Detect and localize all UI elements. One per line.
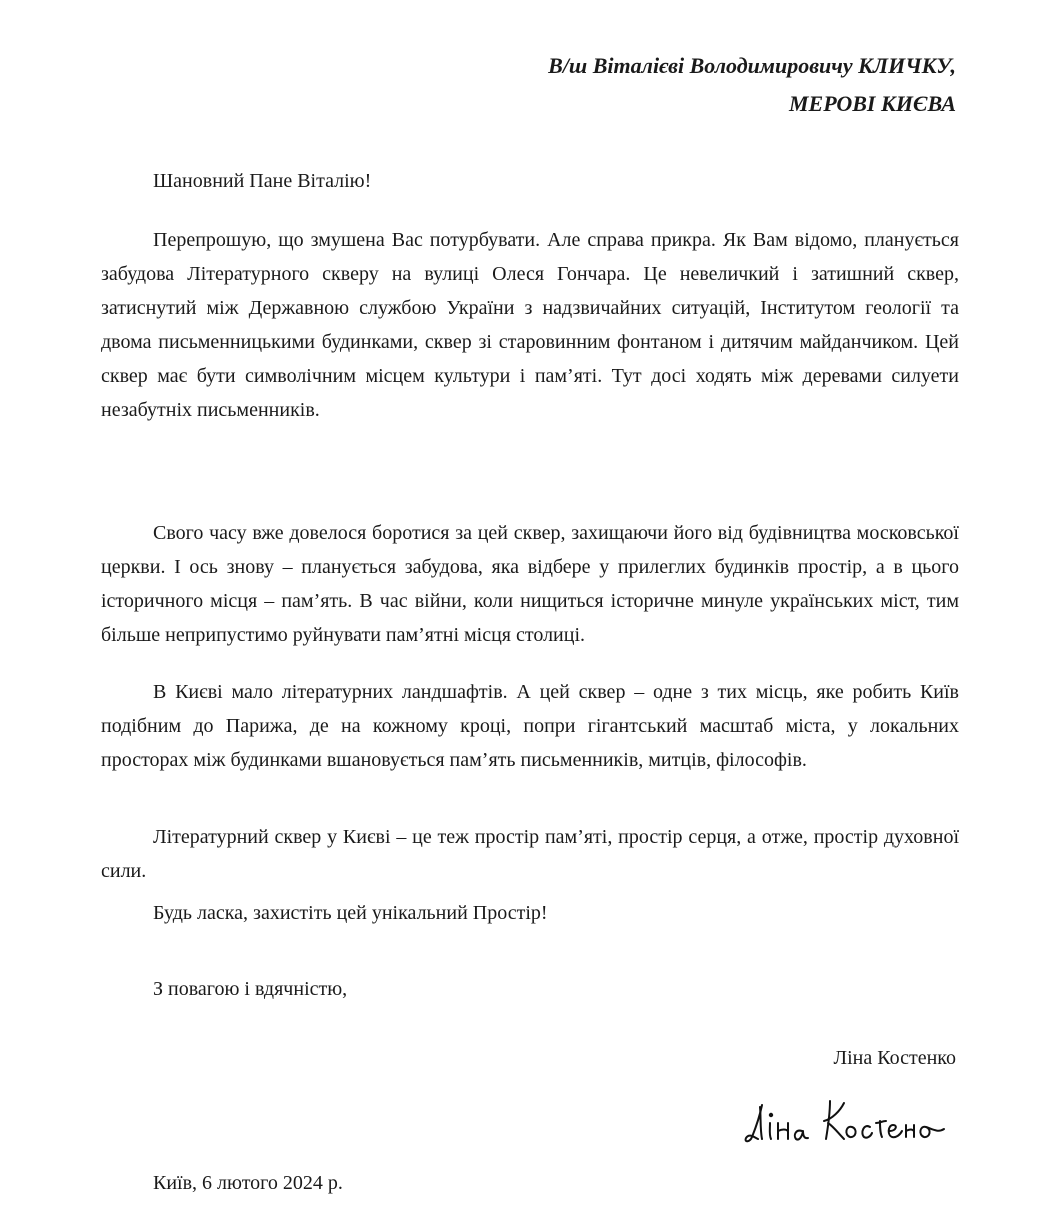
paragraph-4: Літературний сквер у Києві – це теж простір пам’яті, простір серця, а отже, простір духовної сили.: [101, 826, 959, 882]
salutation: Шановний Пане Віталію!: [153, 170, 372, 192]
paragraph-3: В Києві мало літературних ландшафтів. А цей сквер – одне з тих місць, яке робить Київ подібним до Парижа, де на кожному кроці, попри гігантський масштаб міста, у локальних просторах між будинками вшановується пам’ять письменників, митців, філософів.: [101, 681, 959, 771]
paragraph-5: Будь ласка, захистіть цей унікальний Простір!: [153, 902, 548, 924]
paragraph-2: Свого часу вже довелося боротися за цей сквер, захищаючи його від будівництва московської церкви. І ось знову – планується забудова, яка відбере у прилеглих будинків простір, а в цього історичного місця – пам’ять. В час війни, коли нищиться історичне минуле українських міст, тим більше неприпустимо руйнувати пам’ятні місця столиці.: [101, 522, 959, 646]
place-and-date: Київ, 6 лютого 2024 р.: [153, 1172, 343, 1194]
signatory-name: Ліна Костенко: [833, 1047, 956, 1069]
addressee-line-1: В/ш Віталієві Володимировичу КЛИЧКУ,: [548, 53, 956, 78]
paragraph-1: Перепрошую, що змушена Вас потурбувати. Але справа прикра. Як Вам відомо, планується забудова Літературного скверу на вулиці Олеся Гончара. Це невеличкий і затишний сквер, затиснутий між Державною службою України з надзвичайних ситуацій, Інститутом геології та двома письменницькими будинками, сквер зі старовинним фонтаном і дитячим майданчиком. Цей сквер має бути символічним місцем культури і пам’яті. Тут досі ходять між деревами силуети незабутніх письменників.: [101, 229, 959, 421]
handwritten-signature: [740, 1093, 950, 1151]
addressee-line-2: МЕРОВІ КИЄВА: [788, 91, 956, 116]
closing-phrase: З повагою і вдячністю,: [153, 978, 348, 1000]
